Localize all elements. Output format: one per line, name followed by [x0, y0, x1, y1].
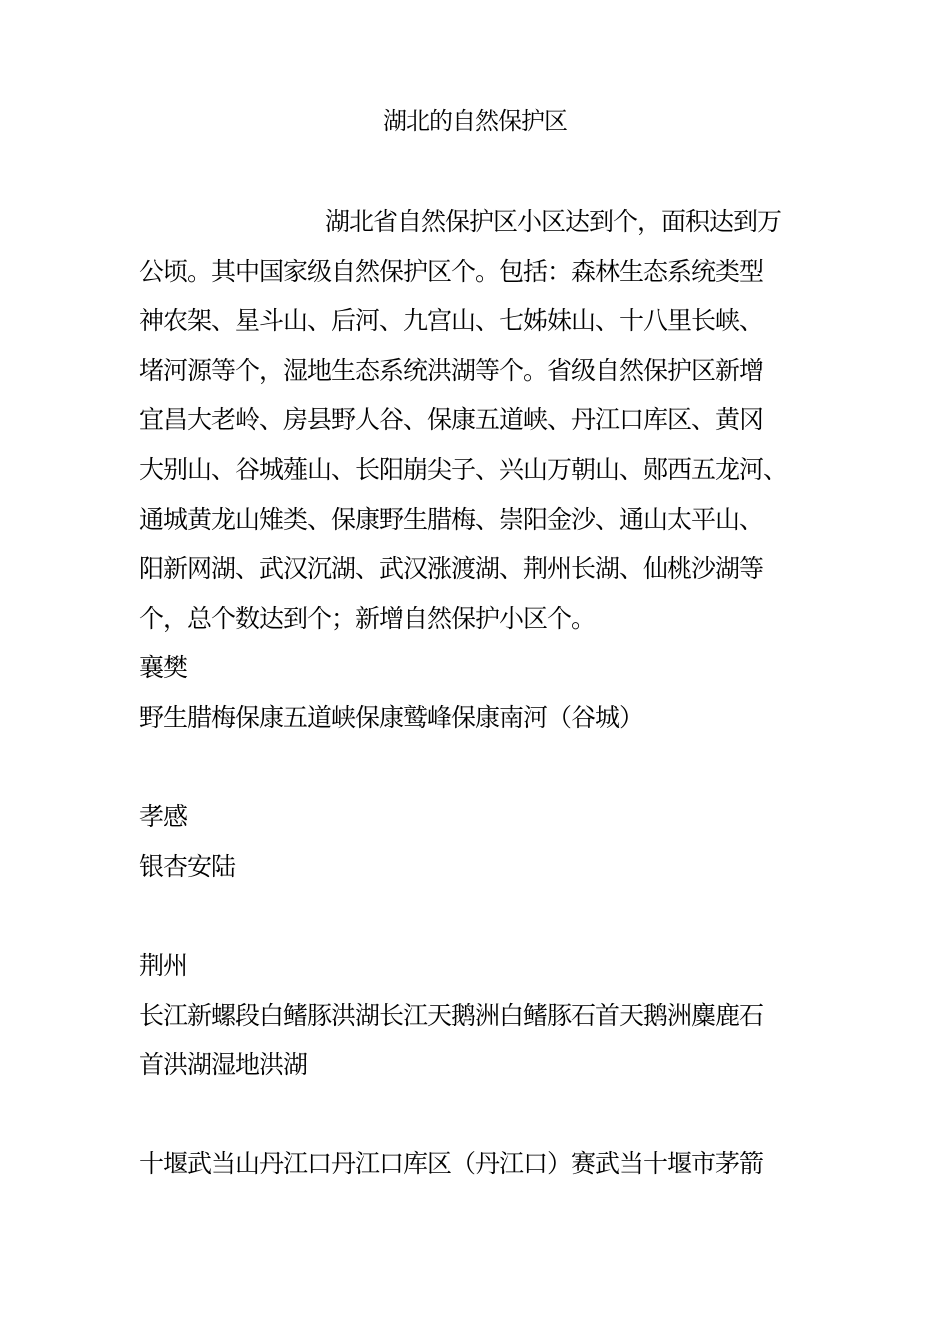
- section-heading: 荆州: [139, 950, 188, 980]
- paragraph-line: 通城黄龙山雉类、保康野生腊梅、崇阳金沙、通山太平山、: [139, 504, 764, 534]
- section-line: 十堰武当山丹江口丹江口库区（丹江口）赛武当十堰市茅箭: [139, 1149, 764, 1179]
- section-shiyan: [139, 1139, 819, 1189]
- paragraph-line: 湖北省自然保护区小区达到个，面积达到万: [325, 207, 782, 236]
- section-line: 银杏安陆: [139, 851, 236, 881]
- section-line: 野生腊梅保康五道峡保康鹫峰保康南河（谷城）: [139, 702, 644, 732]
- paragraph-line: 大别山、谷城薤山、长阳崩尖子、兴山万朝山、郧西五龙河、: [139, 454, 788, 484]
- paragraph-line: 个，总个数达到个；新增自然保护小区个。: [139, 603, 596, 633]
- document-body: [139, 197, 819, 1189]
- page-title: 湖北的自然保护区: [383, 107, 567, 135]
- section-heading: 襄樊: [139, 653, 188, 683]
- paragraph-line: 堵河源等个，湿地生态系统洪湖等个。省级自然保护区新增: [139, 355, 764, 385]
- section-xiangfan: [139, 643, 819, 742]
- section-jingzhou: [139, 941, 819, 1090]
- paragraph-line: 阳新网湖、武汉沉湖、武汉涨渡湖、荆州长湖、仙桃沙湖等: [139, 554, 764, 584]
- paragraph-line: 公顷。其中国家级自然保护区个。包括：森林生态系统类型: [139, 256, 764, 286]
- spacer: [139, 1090, 819, 1140]
- intro-paragraph: [139, 197, 819, 643]
- paragraph-line: 宜昌大老岭、房县野人谷、保康五道峡、丹江口库区、黄冈: [139, 405, 764, 435]
- paragraph-line: 神农架、星斗山、后河、九宫山、七姊妹山、十八里长峡、: [139, 306, 764, 336]
- section-xiaogan: [139, 792, 819, 891]
- section-line: 首洪湖湿地洪湖: [139, 1050, 308, 1080]
- spacer: [139, 743, 819, 793]
- section-line: 长江新螺段白鳍豚洪湖长江天鹅洲白鳍豚石首天鹅洲麋鹿石: [139, 1000, 764, 1030]
- section-heading: 孝感: [139, 802, 188, 832]
- spacer: [139, 891, 819, 941]
